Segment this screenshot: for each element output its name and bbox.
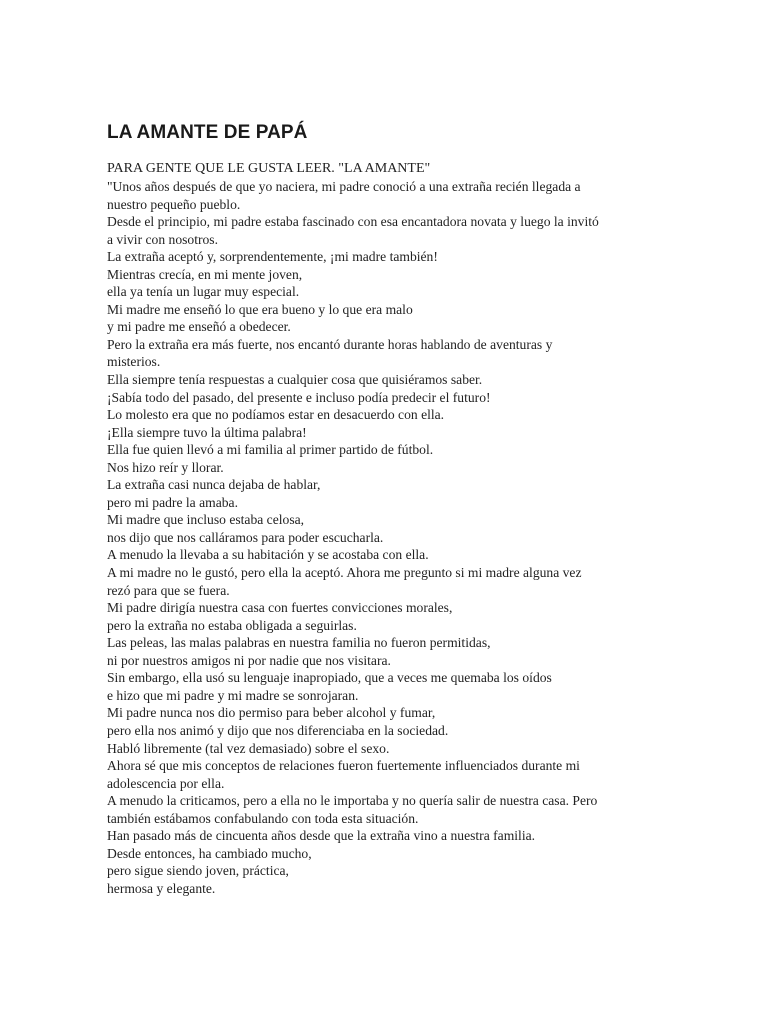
body-line: La extraña aceptó y, sorprendentemente, ¡mi madre también! bbox=[107, 249, 438, 265]
body-line: Ahora sé que mis conceptos de relaciones fueron fuertemente influenciados durante mi bbox=[107, 758, 580, 774]
body-line: Mi padre nunca nos dio permiso para beber alcohol y fumar, bbox=[107, 705, 436, 721]
body-line: Sin embargo, ella usó su lenguaje inapropiado, que a veces me quemaba los oídos bbox=[107, 670, 552, 686]
body-line: e hizo que mi padre y mi madre se sonrojaran. bbox=[107, 687, 359, 703]
body-line: A mi madre no le gustó, pero ella la aceptó. Ahora me pregunto si mi madre alguna vez bbox=[107, 565, 582, 581]
body-line: Ella fue quien llevó a mi familia al primer partido de fútbol. bbox=[107, 442, 434, 458]
body-line: ella ya tenía un lugar muy especial. bbox=[107, 284, 300, 300]
body-line: adolescencia por ella. bbox=[107, 775, 225, 791]
body-line: misterios. bbox=[107, 354, 161, 370]
body-line: nos dijo que nos calláramos para poder escucharla. bbox=[107, 529, 384, 545]
body-line: ni por nuestros amigos ni por nadie que nos visitara. bbox=[107, 652, 391, 668]
body-line: Han pasado más de cincuenta años desde que la extraña vino a nuestra familia. bbox=[107, 828, 536, 844]
body-line: rezó para que se fuera. bbox=[107, 582, 230, 598]
body-line: Habló libremente (tal vez demasiado) sobre el sexo. bbox=[107, 740, 390, 756]
document-body bbox=[107, 178, 647, 897]
body-line: Mi padre dirigía nuestra casa con fuertes convicciones morales, bbox=[107, 600, 453, 616]
body-line: Las peleas, las malas palabras en nuestra familia no fueron permitidas, bbox=[107, 635, 491, 651]
body-line: Nos hizo reír y llorar. bbox=[107, 459, 224, 475]
body-line: Mientras crecía, en mi mente joven, bbox=[107, 266, 303, 282]
body-line: ¡Ella siempre tuvo la última palabra! bbox=[107, 424, 307, 440]
body-line: Ella siempre tenía respuestas a cualquier cosa que quisiéramos saber. bbox=[107, 372, 483, 388]
body-line: Desde el principio, mi padre estaba fascinado con esa encantadora novata y luego la invitó bbox=[107, 214, 599, 230]
body-line: también estábamos confabulando con toda esta situación. bbox=[107, 810, 419, 826]
body-line: Mi madre que incluso estaba celosa, bbox=[107, 512, 305, 528]
body-line: a vivir con nosotros. bbox=[107, 231, 219, 247]
body-line: Mi madre me enseñó lo que era bueno y lo que era malo bbox=[107, 301, 413, 317]
body-line: pero mi padre la amaba. bbox=[107, 494, 238, 510]
body-line: Pero la extraña era más fuerte, nos encantó durante horas hablando de aventuras y bbox=[107, 336, 553, 352]
body-line: pero ella nos animó y dijo que nos diferenciaba en la sociedad. bbox=[107, 722, 449, 738]
body-line: pero la extraña no estaba obligada a seguirlas. bbox=[107, 617, 357, 633]
body-line: A menudo la llevaba a su habitación y se acostaba con ella. bbox=[107, 547, 429, 563]
body-line: Lo molesto era que no podíamos estar en desacuerdo con ella. bbox=[107, 407, 445, 423]
document-title: LA AMANTE DE PAPÁ bbox=[107, 122, 308, 143]
document-subtitle: PARA GENTE QUE LE GUSTA LEER. "LA AMANTE" bbox=[107, 161, 431, 176]
body-line: pero sigue siendo joven, práctica, bbox=[107, 863, 289, 879]
body-line: ¡Sabía todo del pasado, del presente e incluso podía predecir el futuro! bbox=[107, 389, 491, 405]
body-line: nuestro pequeño pueblo. bbox=[107, 196, 241, 212]
body-line: Desde entonces, ha cambiado mucho, bbox=[107, 845, 312, 861]
body-line: y mi padre me enseñó a obedecer. bbox=[107, 319, 291, 335]
body-line: hermosa y elegante. bbox=[107, 880, 216, 896]
body-line: La extraña casi nunca dejaba de hablar, bbox=[107, 477, 321, 493]
document-page bbox=[107, 120, 647, 897]
body-line: "Unos años después de que yo naciera, mi padre conoció a una extraña recién llegada a bbox=[107, 179, 581, 194]
body-line: A menudo la criticamos, pero a ella no le importaba y no quería salir de nuestra casa. Pero bbox=[107, 793, 598, 809]
